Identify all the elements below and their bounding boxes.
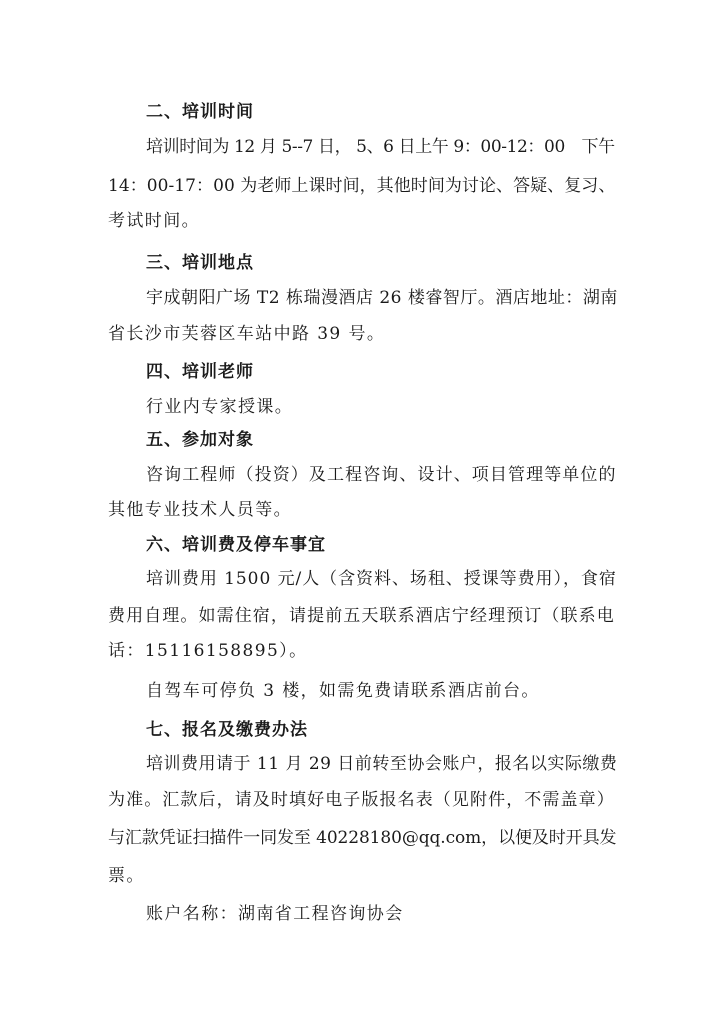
paragraph-line: 宇成朝阳广场 T2 栋瑞漫酒店 26 楼睿智厅。酒店地址：湖南 xyxy=(146,288,618,308)
section-heading-training-location: 三、培训地点 xyxy=(146,253,254,273)
paragraph-line: 14：00-17：00 为老师上课时间，其他时间为讨论、答疑、复习、 xyxy=(108,176,616,196)
paragraph-line: 培训费用请于 11 月 29 日前转至协会账户，报名以实际缴费 xyxy=(146,754,618,774)
paragraph-line: 其他专业技术人员等。 xyxy=(108,500,292,520)
paragraph-line: 票。 xyxy=(108,866,145,886)
paragraph-line: 考试时间。 xyxy=(108,211,200,231)
account-name-line: 账户名称：湖南省工程咨询协会 xyxy=(146,904,404,924)
paragraph-line: 费用自理。如需住宿，请提前五天联系酒店宁经理预订（联系电 xyxy=(108,606,615,626)
paragraph-line: 培训时间为 12 月 5--7 日， 5、6 日上午 9：00-12：00 下午 xyxy=(146,137,615,157)
paragraph-line: 自驾车可停负 3 楼，如需免费请联系酒店前台。 xyxy=(146,681,540,701)
section-heading-training-time: 二、培训时间 xyxy=(146,102,254,122)
section-heading-trainers: 四、培训老师 xyxy=(146,362,254,382)
section-heading-registration-payment: 七、报名及缴费办法 xyxy=(146,720,308,740)
paragraph-line: 与汇款凭证扫描件一同发至 40228180@qq.com，以便及时开具发 xyxy=(108,828,617,848)
section-heading-participants: 五、参加对象 xyxy=(146,430,254,450)
section-heading-fees-parking: 六、培训费及停车事宜 xyxy=(146,535,326,555)
paragraph-line: 咨询工程师（投资）及工程咨询、设计、项目管理等单位的 xyxy=(146,465,617,485)
paragraph-line: 话：15116158895）。 xyxy=(108,641,308,661)
paragraph-line: 省长沙市芙蓉区车站中路 39 号。 xyxy=(108,324,386,344)
paragraph-line: 为准。汇款后，请及时填好电子版报名表（见附件，不需盖章） xyxy=(108,790,615,810)
paragraph-line: 行业内专家授课。 xyxy=(146,397,294,417)
paragraph-line: 培训费用 1500 元/人（含资料、场租、授课等费用），食宿 xyxy=(146,569,617,589)
